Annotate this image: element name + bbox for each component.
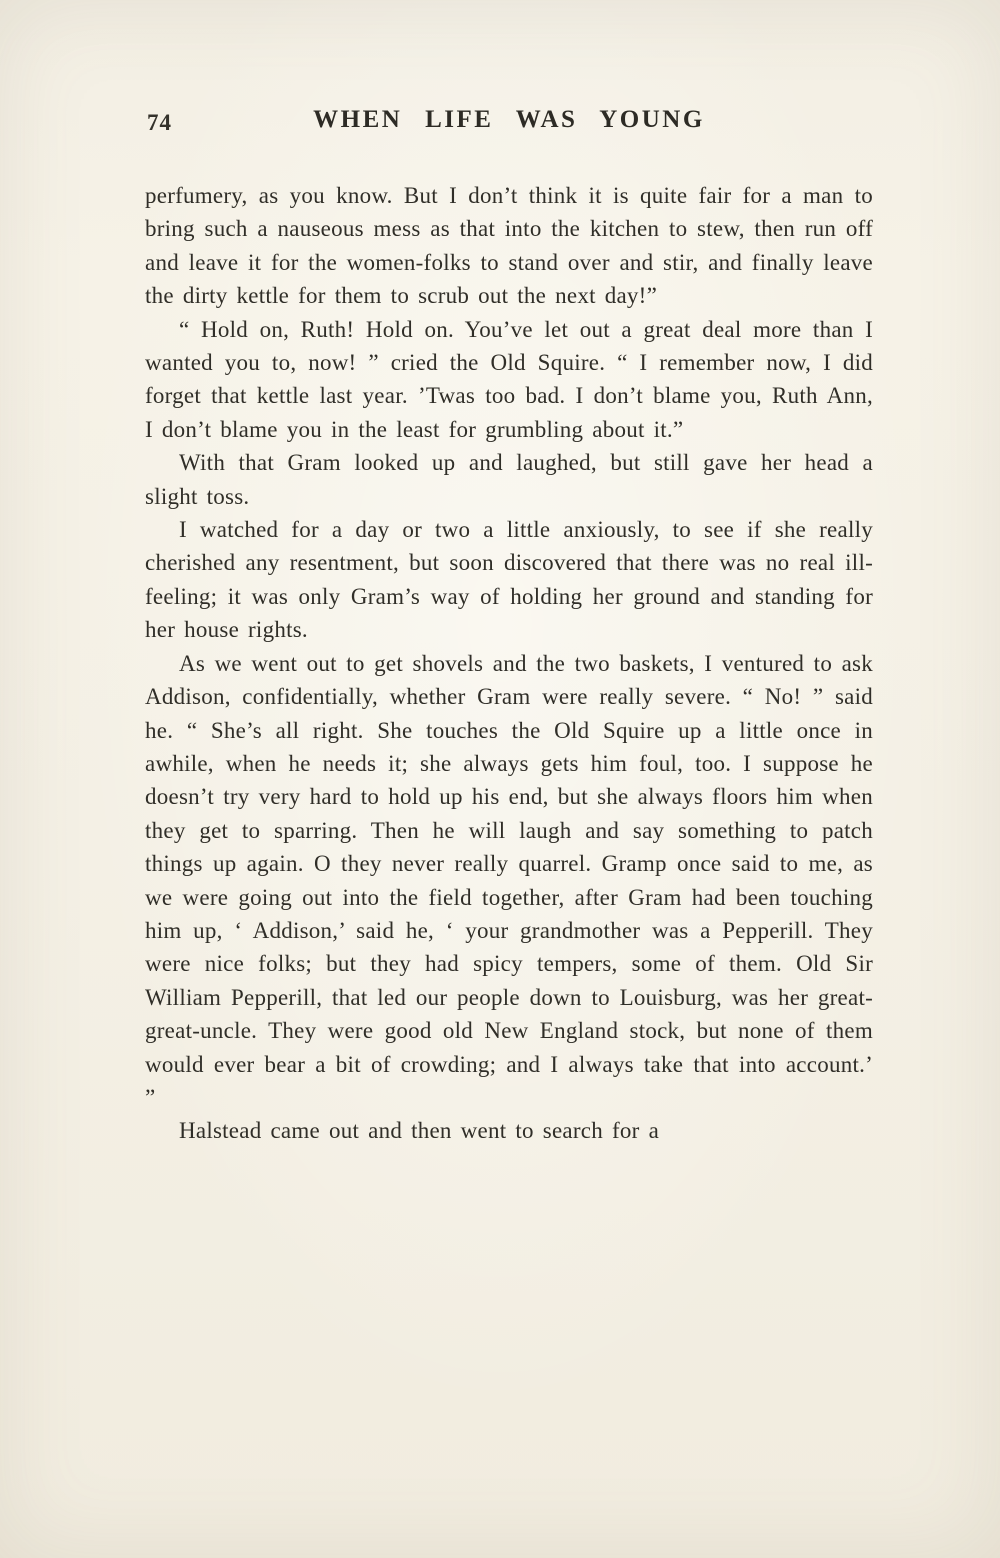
- paragraph: Halstead came out and then went to search for a: [179, 1118, 660, 1144]
- paragraph: With that Gram looked up and laughed, but still gave her head a slight toss.: [145, 450, 873, 509]
- page-number: 74: [147, 110, 172, 135]
- paragraph: I watched for a day or two a little anxiously, to see if she really cherished any resentment, but soon discovered that there was no real ill-feeling; it was only Gram’s way of holding her ground and standing for her house rights.: [145, 517, 873, 643]
- page-title: WHEN LIFE WAS YOUNG: [313, 106, 705, 133]
- paragraph-continuation: perfumery, as you know. But I don’t think it is quite fair for a man to bring such a nauseous mess as that into the kitchen to stew, then run off and leave it for the women-folks to stand over and stir, and finally leave the dirty kettle for them to scrub out the next day!”: [145, 183, 873, 309]
- paragraph: “ Hold on, Ruth! Hold on. You’ve let out a great deal more than I wanted you to, now! ” cried the Old Squire. “ I remember now, I did forget that kettle last year. ’Twas too bad. I don’t blame you, Ruth Ann, I don’t blame you in the least for grumbling about it.”: [145, 316, 873, 442]
- page-header: [145, 106, 873, 142]
- page-body: [145, 179, 873, 1148]
- paragraph: As we went out to get shovels and the two baskets, I ventured to ask Addison, confidentially, whether Gram were really severe. “ No! ” said he. “ She’s all right. She touches the Old Squire up a little once in awhile, when he needs it; she always gets him foul, too. I suppose he doesn’t try very hard to hold up his end, but she always floors him when they get to sparring. Then he will laugh and say something to patch things up again. O they never really quarrel. Gramp once said to me, as we were going out into the field together, after Gram had been touching him up, ‘ Addison,’ said he, ‘ your grandmother was a Pepperill. They were nice folks; but they had spicy tempers, some of them. Old Sir William Pepperill, that led our people down to Louisburg, was her great-great-uncle. They were good old New England stock, but none of them would ever bear a bit of crowding; and I always take that into account.’ ”: [145, 650, 873, 1110]
